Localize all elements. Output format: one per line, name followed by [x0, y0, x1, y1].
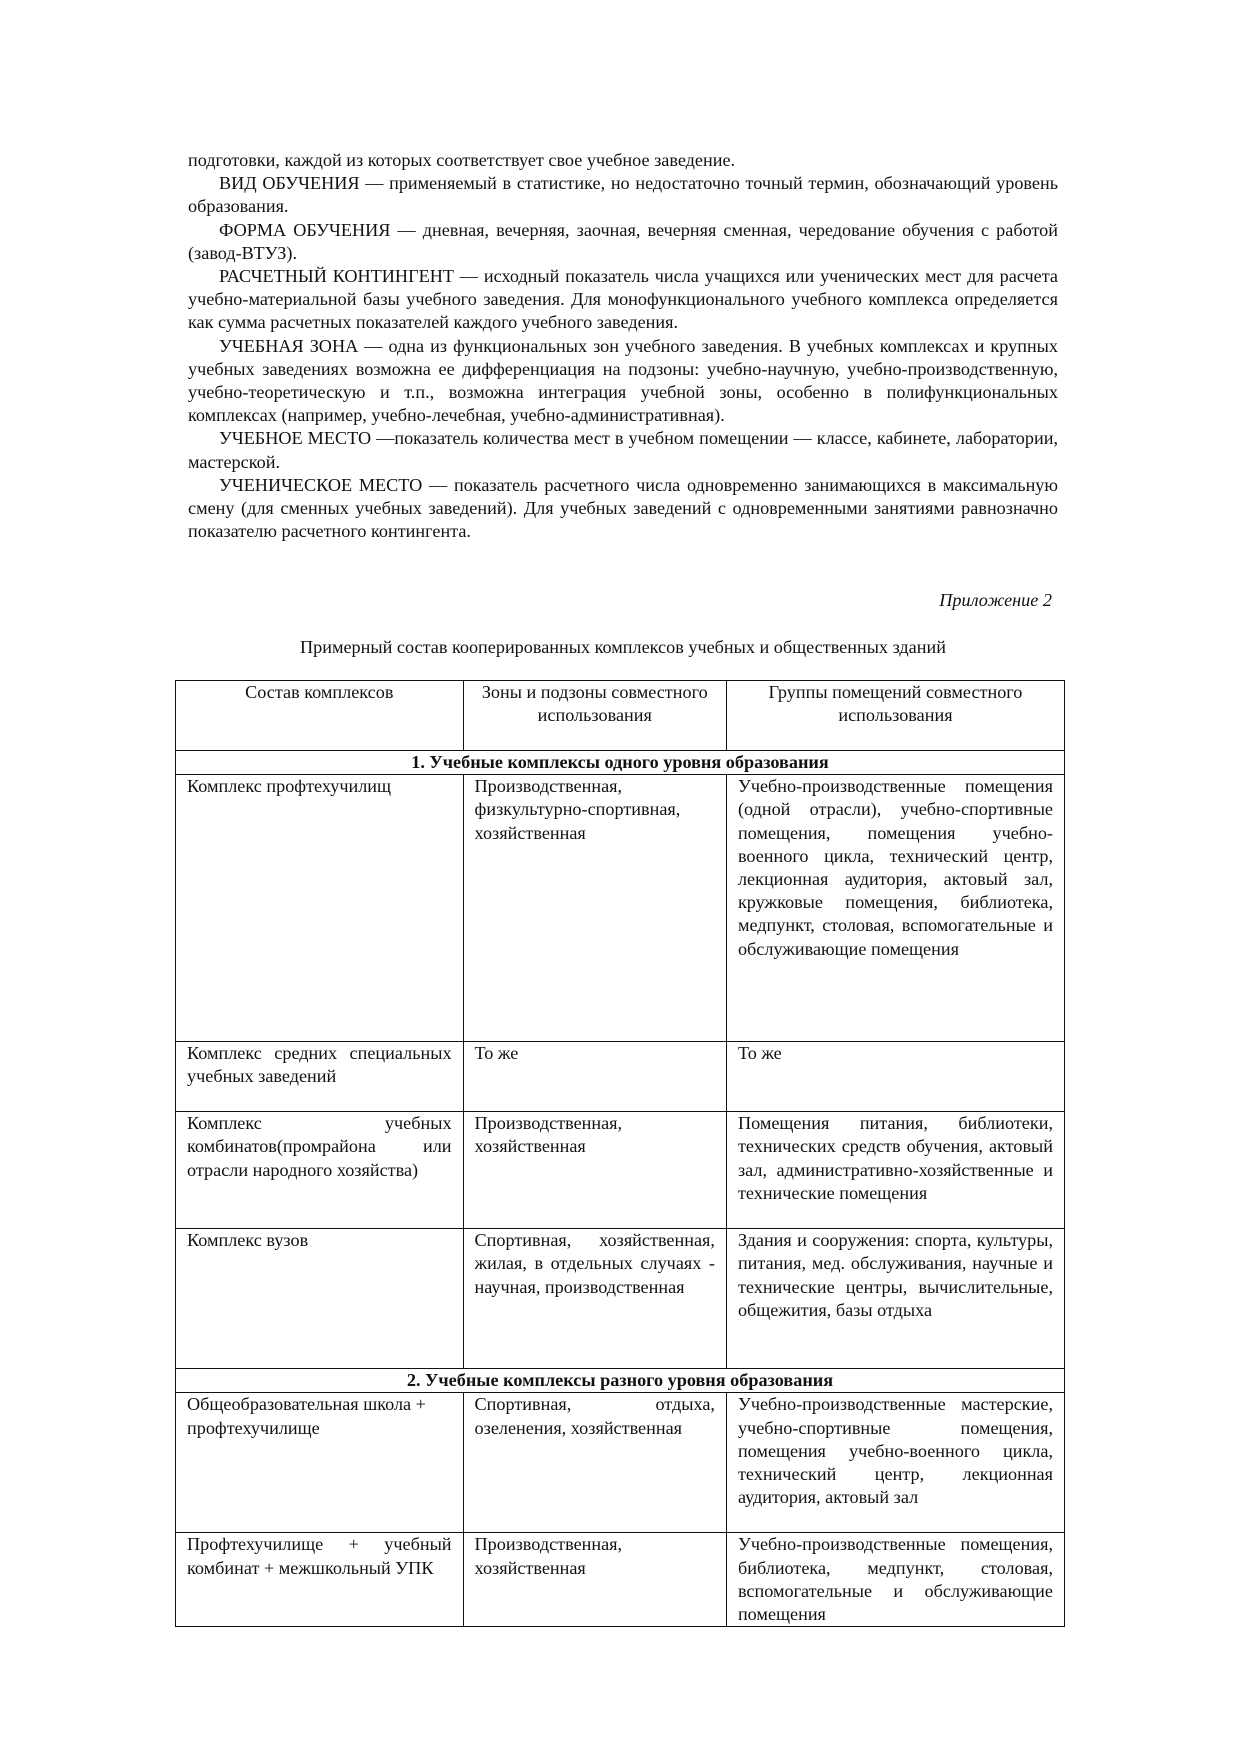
table-cell: Учебно-производственные помещения (одной отрасли), учебно-спортивные помещения, помещения учебно-военного цикла, технический центр, лекционная аудитория, актовый зал, кружковые помещения, библиотека, медпункт, столовая, вспомогательные и обслуживающие помещения [726, 775, 1064, 1042]
table-cell: Производственная, физкультурно-спортивная, хозяйственная [463, 775, 726, 1042]
paragraph: УЧЕНИЧЕСКОЕ МЕСТО — показатель расчетного числа одновременно занимающихся в максимальную смену (для сменных учебных заведений). Для учебных заведений с одновременными занятиями равнозначно показателю расчетного контингента. [188, 474, 1058, 542]
table-cell: Комплекс учебных комбинатов(промрайона или отрасли народного хозяйства) [176, 1112, 464, 1229]
table-row [176, 1533, 1065, 1627]
section-title: 2. Учебные комплексы разного уровня образования [176, 1369, 1065, 1393]
table-cell: Производственная, хозяйственная [463, 1533, 726, 1627]
table-row [176, 775, 1065, 1042]
header-cell-room-groups: Группы помещений совместного использования [726, 681, 1064, 751]
paragraph: УЧЕБНОЕ МЕСТО —показатель количества мест в учебном помещении — классе, кабинете, лаборатории, мастерской. [188, 428, 1058, 472]
table-cell: Профтехучилище + учебный комбинат + межшкольный УПК [176, 1533, 464, 1627]
table-cell: Здания и сооружения: спорта, культуры, питания, мед. обслуживания, научные и технические центры, вычислительные, общежития, базы отдыха [726, 1229, 1064, 1369]
table-cell: Учебно-производственные мастерские, учебно-спортивные помещения, помещения учебно-военного цикла, технический центр, лекционная аудитория, актовый зал [726, 1393, 1064, 1533]
section-title: 1. Учебные комплексы одного уровня образования [176, 751, 1065, 775]
section-row [176, 1369, 1065, 1393]
table-cell: Комплекс профтехучилищ [176, 775, 464, 1042]
table-cell: Учебно-производственные помещения, библиотека, медпункт, столовая, вспомогательные и обслуживающие помещения [726, 1533, 1064, 1627]
paragraph: РАСЧЕТНЫЙ КОНТИНГЕНТ — исходный показатель числа учащихся или ученических мест для расчета учебно-материальной базы учебного заведения. Для монофункционального учебного комплекса определяется как сумма расчетных показателей каждого учебного заведения. [188, 266, 1058, 333]
body-text [188, 149, 1058, 543]
table-cell: То же [463, 1042, 726, 1112]
table-cell: Комплекс средних специальных учебных заведений [176, 1042, 464, 1112]
table-cell: Спортивная, хозяйственная, жилая, в отдельных случаях - научная, производственная [463, 1229, 726, 1369]
paragraph: ФОРМА ОБУЧЕНИЯ — дневная, вечерняя, заочная, вечерняя сменная, чередование обучения с работой (завод-ВТУЗ). [188, 219, 1058, 263]
header-cell-composition: Состав комплексов [176, 681, 464, 751]
table-cell: Производственная, хозяйственная [463, 1112, 726, 1229]
table-cell: То же [726, 1042, 1064, 1112]
paragraph: подготовки, каждой из которых соответствует свое учебное заведение. [188, 150, 736, 170]
table-cell: Комплекс вузов [176, 1229, 464, 1369]
section-row [176, 751, 1065, 775]
paragraph: ВИД ОБУЧЕНИЯ — применяемый в статистике, но недостаточно точный термин, обозначающий уровень образования. [188, 173, 1058, 217]
table-cell: Спортивная, отдыха, озеленения, хозяйственная [463, 1393, 726, 1533]
paragraph: УЧЕБНАЯ ЗОНА — одна из функциональных зон учебного заведения. В учебных комплексах и крупных учебных заведениях возможна ее дифференциация на подзоны: учебно-научную, учебно-производственную, учебно-теоретическую и т.п., возможна интеграция учебной зоны, особенно в полифункциональных комплексах (например, учебно-лечебная, учебно-административная). [188, 335, 1058, 426]
table-cell: Общеобразовательная школа + профтехучилище [176, 1393, 464, 1533]
header-cell-zones: Зоны и подзоны совместного использования [463, 681, 726, 751]
table-caption: Примерный состав кооперированных комплексов учебных и общественных зданий [300, 637, 946, 657]
table-row [176, 1042, 1065, 1112]
complexes-table [175, 680, 1065, 1627]
table-row [176, 1393, 1065, 1533]
table-row [176, 1112, 1065, 1229]
appendix-label: Приложение 2 [939, 590, 1052, 610]
table-row [176, 1229, 1065, 1369]
table-cell: Помещения питания, библиотеки, технических средств обучения, актовый зал, административно-хозяйственные и технические помещения [726, 1112, 1064, 1229]
table-header-row [176, 681, 1065, 751]
